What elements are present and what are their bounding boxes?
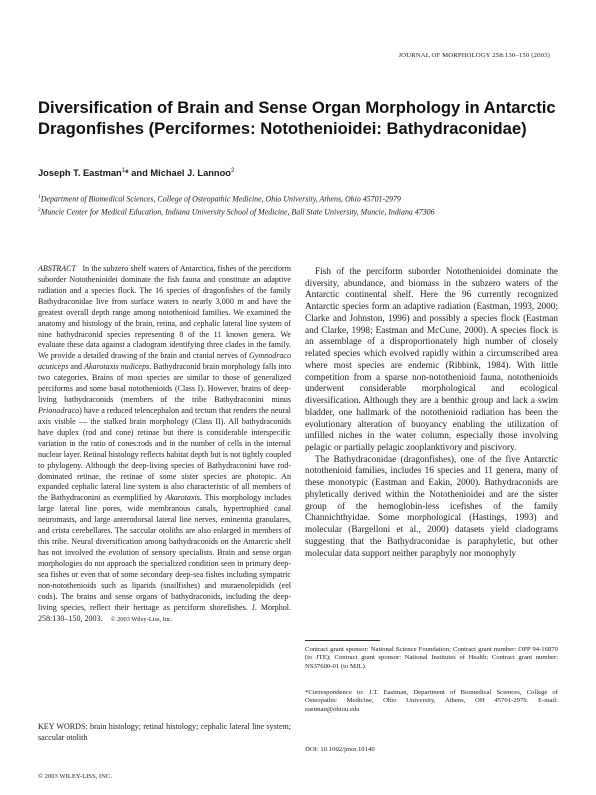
abstract-text: . This morphology includes large lateral line pores, wide membranous canals, hypertrophied canal neuromasts, and large anterodorsal lateral line nerves, eminentia granulares, and crista cerebellares. The saccular otoliths are also enlarged in members of this tribe. Neural diversification among bathydraconids on the Antarctic shelf has not involved the evolution of sensory specialists. Brain and sense organ morphologies do not approach the specialized condition seen in primary deep-sea fishes or even that of some secondary deep-sea fishes including sympatric non-notothenioids such as liparids (snailfishes) and muraenolepidids (eel cods). The brains and sense organs of bathydraconids, including the deep-living species, reflect their heritage as perciform shorefishes. J. Morphol. 258:130–150, 2003. — [38, 493, 291, 623]
article-title: Diversification of Brain and Sense Organ Morphology in Antarctic Dragonfishes (Perciformes: Notothenioidei: Bathydraconidae) — [38, 98, 556, 138]
doi: DOI: 10.1002/jmor.10140 — [305, 746, 375, 753]
affiliation — [38, 205, 558, 218]
abstract-genus-name: Akarotaxis — [165, 493, 200, 503]
author-affil-mark: 1 — [121, 168, 126, 174]
abstract-text: . Bathydraconid brain morphology falls into two categories. Brains of most species are similar to those of generalized perciforms and some basal notothenioids (Class I). However, brains of deep-living bathydraconids (members of the tribe Bathydraconini minus — [38, 362, 291, 405]
affiliations — [38, 192, 558, 218]
journal-header: JOURNAL OF MORPHOLOGY 258:130–150 (2003) — [398, 52, 550, 59]
footnote-divider — [305, 640, 380, 641]
abstract-copyright: © 2003 Wiley-Liss, Inc. — [110, 615, 173, 623]
grant-footnote: Contract grant sponsor: National Science Foundation; Contract grant number: OPP 94-16870 (to JTE); Contract grant sponsor: National Institutes of Health; Contract grant number: NS37600-01 (to MJL). — [305, 646, 558, 670]
abstract-genus-name: Prionodraco — [38, 405, 80, 415]
affiliation — [38, 192, 558, 205]
affiliation-text: Department of Biomedical Sciences, College of Osteopathic Medicine, Ohio University, Athens, Ohio 45701-2979 — [40, 194, 401, 204]
author-name: Joseph T. Eastman — [38, 168, 122, 179]
affiliation-mark: 2 — [38, 206, 41, 213]
keywords — [38, 722, 291, 744]
correspondence-footnote: *Correspondence to: J.T. Eastman, Department of Biomedical Sciences, College of Osteopathic Medicine, Ohio University, Athens, OH 45701-2979. E-mail: eastman@ohiou.edu — [305, 689, 558, 713]
author-affil-mark: 2 — [230, 168, 235, 174]
body-paragraph: Fish of the perciform suborder Notothenioidei dominate the diversity, abundance, and biomass in the subzero waters of the Antarctic continental shelf. Here the 96 currently recognized Antarctic species form an adaptive radiation (Eastman, 1993, 2000; Clarke and Johnston, 1996) and possibly a species flock (Eastman and Clarke, 1998; Eastman and McCune, 2000). A species flock is an assemblage of a disproportionately high number of closely related species which evolved rapidly within a circumscribed area where most species are endemic (Ribbink, 1984). With little competition from a sparse non-notothenioid fauna, notothenioids underwent considerable morphological and ecological diversification. Although they are a benthic group and lack a swim bladder, one hallmark of the notothenioid radiation has been the evolutionary alteration of buoyancy enabling the utilization of unfilled niches in the water column, especially those involving pelagic or partially pelagic zooplanktivory and piscivory. — [305, 267, 558, 454]
abstract-label: ABSTRACT — [38, 264, 77, 273]
body-text — [305, 267, 558, 560]
author-joiner: and — [128, 168, 151, 179]
abstract — [38, 264, 291, 625]
abstract-species-name: Akarotaxis nudiceps — [84, 362, 150, 372]
page-copyright: © 2003 WILEY-LISS, INC. — [38, 773, 112, 780]
affiliation-mark: 1 — [38, 194, 41, 200]
affiliation-text: Muncie Center for Medical Education, Indiana University School of Medicine, Ball State University, Muncie, Indiana 47306 — [40, 207, 435, 217]
abstract-text: and — [68, 362, 85, 372]
keywords-text: brain histology; retinal histology; cephalic lateral line system; saccular otolith — [38, 722, 292, 742]
author-name: Michael J. Lannoo — [150, 168, 231, 179]
author-line — [38, 168, 234, 178]
abstract-text: In the subzero shelf waters of Antarctica, fishes of the perciform suborder Notothenioidei dominate the fish fauna and constitute an adaptive radiation and a species flock. The 16 species of dragonfishes of the family Bathydraconidae live from surface waters to nearly 3,000 m and have the greatest overall depth range among notothenioid families. We examined the anatomy and histology of the brain, retina, and cephalic lateral line system of nine bathydraconid species representing 8 of the 11 known genera. We evaluate these data against a cladogram identifying three clades in the family. We provide a detailed drawing of the brain and cranial nerves of — [38, 264, 291, 361]
keywords-label: KEY WORDS: — [38, 722, 88, 731]
body-paragraph: The Bathydraconidae (dragonfishes), one of the five Antarctic notothenioid families, includes 16 species and 11 genera, many of these monotypic (Eastman and Eakin, 2000). Bathydraconids are phyletically derived within the Notothenioidei and are the sister group of the hemoglobin-less icefishes of the family Channichthyidae. Some morphological (Hastings, 1993) and molecular (Bargelloni et al., 2000) datasets yield cladograms suggesting that the Bathydraconidae is paraphyletic, but other molecular data support neither paraphyly nor monophyly — [305, 454, 558, 559]
corresponding-mark: * — [125, 168, 129, 179]
abstract-text: ) have a reduced telencephalon and tectum that renders the neural axis visible — the stalked brain morphology (Class II). All bathydraconids have duplex (rod and cone) retinae but there is considerable interspecific variation in the ratio of cones:rods and in the number of cells in the internal nuclear layer. Retinal histology reflects habitat depth but is not tightly coupled to phylogeny. Although the deep-living species of Bathydraconini have rod-dominated retinae, the retinae of some sister species are photopic. An expanded cephalic lateral line system is also characteristic of all members of the Bathydraconini as exemplified by — [38, 405, 291, 503]
abstract-species-name: Gymnodraco acuticeps — [38, 351, 291, 372]
